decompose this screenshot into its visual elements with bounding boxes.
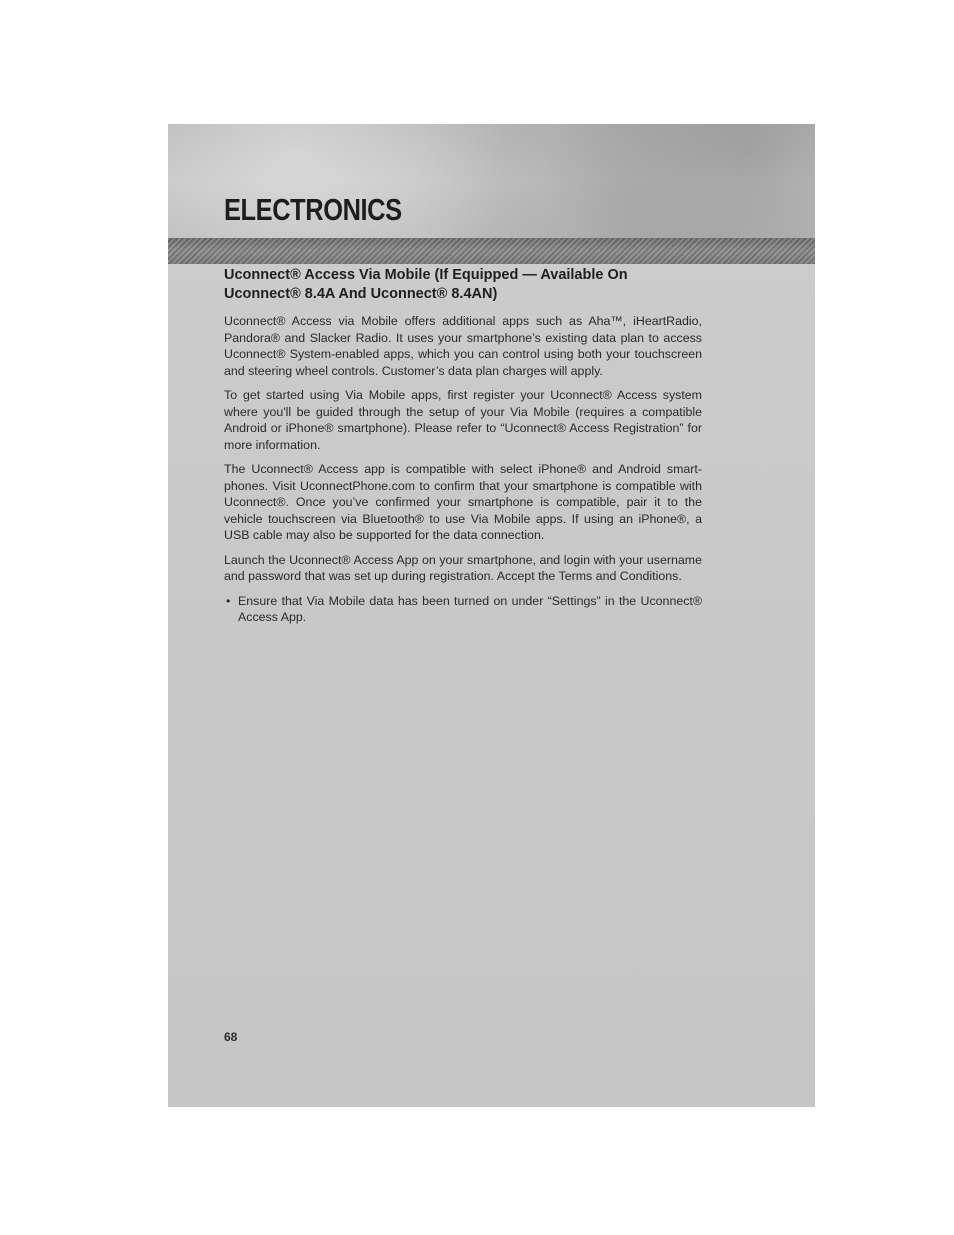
- bullet-text: Ensure that Via Mobile data has been turned on under “Settings” in the Uconnect® Access App.: [238, 593, 702, 624]
- content-area: [224, 266, 702, 626]
- paragraph-3: The Uconnect® Access app is compatible with select iPhone® and Android smart-phones. Visit UconnectPhone.com to confirm that your smartphone is compatible with Uconnect®. Once you’ve confirmed your smartphone is compatible, pair it to the vehicle touchscreen via Bluetooth® to use Via Mobile apps. If using an iPhone®, a USB cable may also be supported for the data connection.: [224, 462, 702, 542]
- paragraph-1: Uconnect® Access via Mobile offers additional apps such as Aha™, iHeartRadio, Pandora® and Slacker Radio. It uses your smartphone’s existing data plan to access Uconnect® System-enabled apps, which you can control using both your touchscreen and steering wheel controls. Customer’s data plan charges will apply.: [224, 314, 702, 378]
- paragraph-4: Launch the Uconnect® Access App on your smartphone, and login with your username and password that was set up during registration. Accept the Terms and Conditions.: [224, 552, 702, 583]
- header-stripe: [168, 238, 815, 264]
- bullet-item: [224, 593, 702, 626]
- paragraph-2: To get started using Via Mobile apps, first register your Uconnect® Access system where you'll be guided through the setup of your Via Mobile (requires a compatible Android or iPhone® smartphone). Please refer to “Uconnect® Access Registration” for more information.: [224, 388, 702, 452]
- section-heading: Uconnect® Access Via Mobile (If Equipped — Available On Uconnect® 8.4A And Uconnect® 8.4AN): [224, 267, 628, 302]
- manual-page: [168, 124, 815, 1107]
- bullet-mark: •: [226, 593, 231, 608]
- page-number: 68: [224, 1030, 238, 1044]
- header-banner: [168, 124, 815, 238]
- section-title: ELECTRONICS: [224, 192, 402, 227]
